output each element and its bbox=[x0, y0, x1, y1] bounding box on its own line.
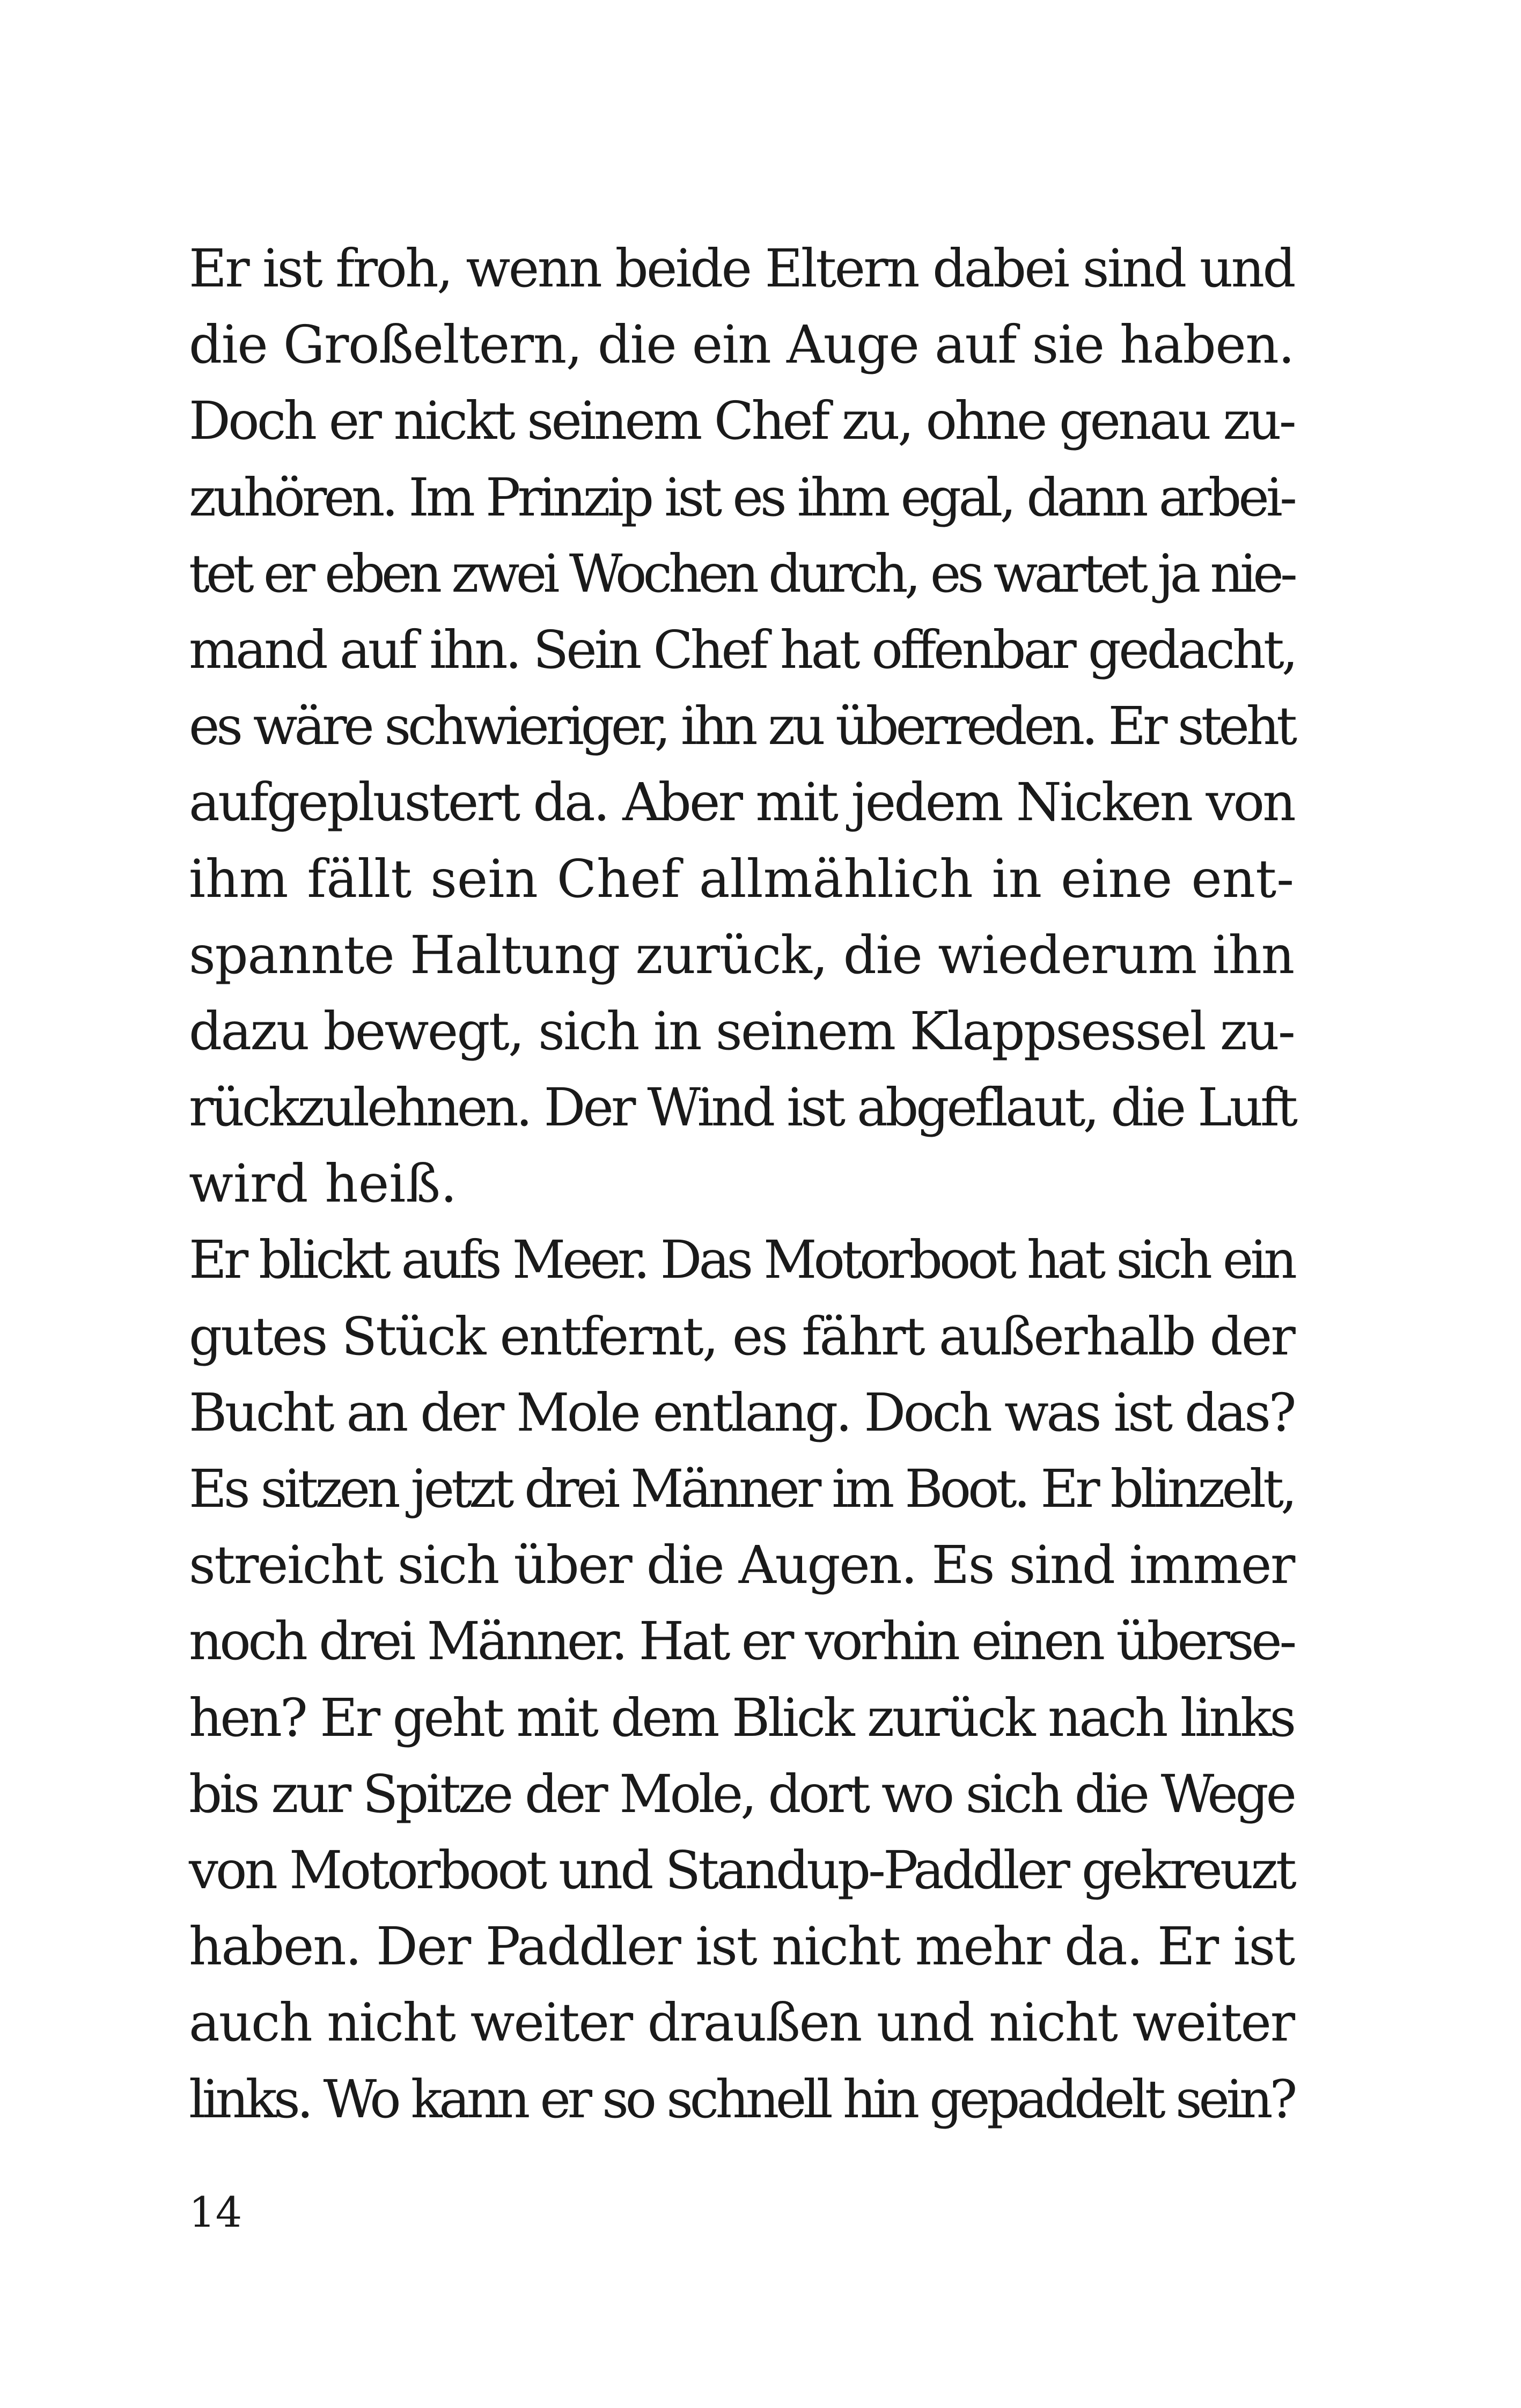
text-line: ihm fällt sein Chef allmählich in eine ent- bbox=[189, 848, 1294, 909]
paragraph-1 bbox=[189, 231, 1294, 1222]
body-text bbox=[189, 231, 1294, 2138]
text-line: gutes Stück entfernt, es fährt außerhalb der bbox=[189, 1306, 1294, 1367]
text-line: bis zur Spitze der Mole, dort wo sich die Wege bbox=[189, 1763, 1294, 1824]
text-line: rückzulehnen. Der Wind ist abgeflaut, die Luft bbox=[189, 1077, 1296, 1138]
text-line: es wäre schwieriger, ihn zu überreden. Er steht bbox=[189, 696, 1294, 757]
text-line: Es sitzen jetzt drei Männer im Boot. Er blinzelt, bbox=[189, 1459, 1294, 1519]
text-line: zuhören. Im Prinzip ist es ihm egal, dann arbei- bbox=[189, 467, 1294, 528]
text-line: Er blickt aufs Meer. Das Motorboot hat sich ein bbox=[189, 1229, 1294, 1291]
text-line: hen? Er geht mit dem Blick zurück nach links bbox=[189, 1687, 1294, 1748]
text-line: tet er eben zwei Wochen durch, es wartet ja nie- bbox=[189, 543, 1294, 604]
text-line: streicht sich über die Augen. Es sind immer bbox=[189, 1535, 1294, 1596]
text-line: haben. Der Paddler ist nicht mehr da. Er ist bbox=[189, 1916, 1294, 1977]
text-line: spannte Haltung zurück, die wiederum ihn bbox=[189, 924, 1294, 985]
text-line: die Großeltern, die ein Auge auf sie haben. bbox=[189, 314, 1295, 375]
text-line: links. Wo kann er so schnell hin gepaddelt sein? bbox=[189, 2068, 1294, 2130]
text-line: dazu bewegt, sich in seinem Klappsessel zu- bbox=[189, 1000, 1294, 1062]
text-line: Doch er nickt seinem Chef zu, ohne genau zu- bbox=[189, 391, 1295, 452]
text-line: wird heiß. bbox=[189, 1153, 457, 1214]
text-line: auch nicht weiter draußen und nicht weiter bbox=[189, 1992, 1294, 2053]
text-line: Er ist froh, wenn beide Eltern dabei sind und bbox=[189, 238, 1294, 299]
page-number: 14 bbox=[189, 2189, 243, 2237]
text-line: Bucht an der Mole entlang. Doch was ist das? bbox=[189, 1382, 1294, 1443]
text-line: mand auf ihn. Sein Chef hat offenbar gedacht, bbox=[189, 619, 1296, 680]
text-line: noch drei Männer. Hat er vorhin einen überse- bbox=[189, 1611, 1294, 1672]
paragraph-2 bbox=[189, 1222, 1294, 2137]
text-line: von Motorboot und Standup-Paddler gekreuzt bbox=[189, 1839, 1294, 1901]
text-line: aufgeplustert da. Aber mit jedem Nicken von bbox=[189, 772, 1294, 833]
